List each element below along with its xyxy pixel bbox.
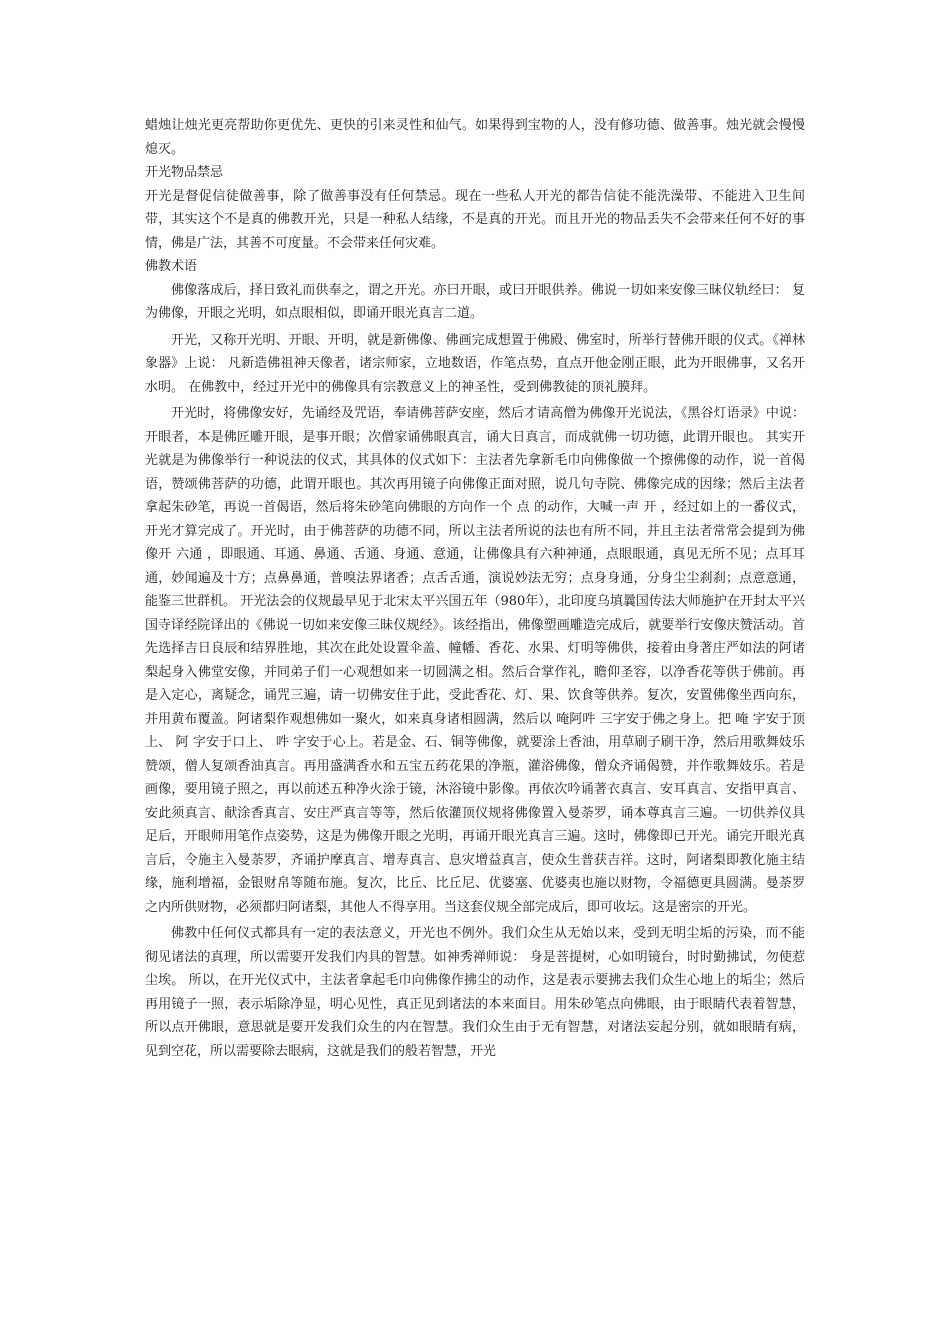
document-body	[145, 114, 805, 1063]
paragraph-terms-1: 佛像落成后，择日致礼而供奉之，谓之开光。亦曰开眼，或曰开眼供养。佛说一切如来安像三昧仪轨经曰： 复为佛像，开眼之光明，如点眼相似，即诵开眼光真言二道。	[145, 282, 805, 321]
paragraph-taboo: 开光是督促信徒做善事，除了做善事没有任何禁忌。现在一些私人开光的都告信徒不能洗澡带、不能进入卫生间带，其实这个不是真的佛教开光，只是一种私人结缘，不是真的开光。而且开光的物品丢失不会带来任何不好的事情，佛是广法，其善不可度量。不会带来任何灾难。	[145, 188, 805, 251]
paragraph-terms-4: 佛教中任何仪式都具有一定的表法意义，开光也不例外。我们众生从无始以来，受到无明尘垢的污染，而不能彻见诸法的真理，所以需要开发我们内具的智慧。如神秀禅师说： 身是菩提树，心如明镜台，时时勤拂试，勿使惹尘埃。 所以，在开光仪式中，主法者拿起毛巾向佛像作拂尘的动作，这是表示要拂去我们众生心地上的垢尘；然后再用镜子一照，表示垢除净显，明心见性，真正见到诸法的本来面目。用朱砂笔点向佛眼，由于眼睛代表着智慧，所以点开佛眼，意思就是要开发我们众生的内在智慧。我们众生由于无有智慧，对诸法妄起分别，就如眼睛有病，见到空花，所以需要除去眼病，这就是我们的般若智慧，开光	[145, 926, 805, 1059]
heading-terms: 佛教术语	[145, 259, 198, 274]
paragraph-terms-2: 开光，又称开光明、开眼、开明，就是新佛像、佛画完成想置于佛殿、佛室时，所举行替佛开眼的仪式。《禅林象器》上说： 凡新造佛祖神天像者，诸宗师家，立地数语，作笔点势，直点开他金刚正眼，此为开眼佛事，又名开水明。 在佛教中，经过开光中的佛像具有宗教意义上的神圣性，受到佛教徒的顶礼膜拜。	[145, 332, 805, 395]
paragraph-terms-3: 开光时，将佛像安好，先诵经及咒语，奉请佛菩萨安座，然后才请高僧为佛像开光说法，《黑谷灯语录》中说： 开眼者，本是佛匠雕开眼，是事开眼；次僧家诵佛眼真言，诵大日真言，而成就佛一切功德，此谓开眼也。 其实开光就是为佛像举行一种说法的仪式，其具体的仪式如下：主法者先拿新毛巾向佛像做一个擦佛像的动作，说一首偈语，赞颂佛菩萨的功德，此谓开眼也。其次再用镜子向佛像正面对照，说几句寺院、佛像完成的因缘；然后主法者拿起朱砂笔，再说一首偈语，然后将朱砂笔向佛眼的方向作一个 点 的动作，大喊一声 开 ，经过如上的一番仪式，开光才算完成了。开光时，由于佛菩萨的功德不同，所以主法者所说的法也有所不同，并且主法者常常会提到为佛像开 六通 ，即眼通、耳通、鼻通、舌通、身通、意通，让佛像具有六种神通，点眼眼通，真见无所不见；点耳耳通，妙闻遍及十方；点鼻鼻通，普嗅法界诸香；点舌舌通，演说妙法无穷；点身身通，分身尘尘刹刹；点意意通，能鉴三世群机。 开光法会的仪规最早见于北宋太平兴国五年（980年），北印度乌填曩国传法大师施护在开封太平兴国寺译经院译出的《佛说一切如来安像三昧仪规经》。该经指出，佛像塑画雕造完成后，就要举行安像庆赞活动。首先选择吉日良辰和结界胜地，其次在此处设置伞盖、幢幡、香花、水果、灯明等佛供，接着由身著庄严如法的阿诸梨起身入佛堂安像，并同弟子们一心观想如来一切圆满之相。然后合掌作礼，瞻仰圣容，以净香花等供于佛前。再是入定心，离疑念，诵咒三遍，请一切佛安住于此，受此香花、灯、果、饮食等供养。复次，安置佛像坐西向东，并用黄布覆盖。阿诸梨作观想佛如一聚火，如来真身诸相圆满，然后以 唵阿吽 三字安于佛之身上。把 唵 字安于顶上、 阿 字安于口上、 吽 字安于心上。若是金、石、铜等佛像，就要涂上香油，用草刷子刷干净，然后用歌舞妓乐赞颂，僧人复颂香油真言。再用盛满香水和五宝五药花果的净瓶，灌浴佛像，僧众齐诵偈赞，并作歌舞妓乐。若是画像，要用镜子照之，再以前述五种净火涂于镜，沐浴镜中影像。再依次吟诵著衣真言、安耳真言、安指甲真言、安此须真言、献涂香真言、安庄严真言等等，然后依灌顶仪规将佛像置入曼荼罗，诵本尊真言三遍。一切供养仪具足后，开眼师用笔作点姿势，这是为佛像开眼之光明，再诵开眼光真言三遍。这时，佛像即已开光。诵完开眼光真言后，令施主入曼荼罗，齐诵护摩真言、增寿真言、息灾增益真言，使众生普获吉祥。这时，阿诸梨即教化施主结缘，施利增福，金银财帛等随布施。复次，比丘、比丘尼、优婆塞、优婆夷也施以财物，令福德更具圆满。曼荼罗之内所供财物，必须都归阿诸梨，其他人不得享用。当这套仪规全部完成后，即可收坛。这是密宗的开光。	[145, 406, 805, 915]
heading-taboo: 开光物品禁忌	[145, 165, 224, 180]
paragraph-intro: 蜡烛让烛光更亮帮助你更优先、更快的引来灵性和仙气。如果得到宝物的人，没有修功德、做善事。烛光就会慢慢熄灭。	[145, 118, 805, 157]
